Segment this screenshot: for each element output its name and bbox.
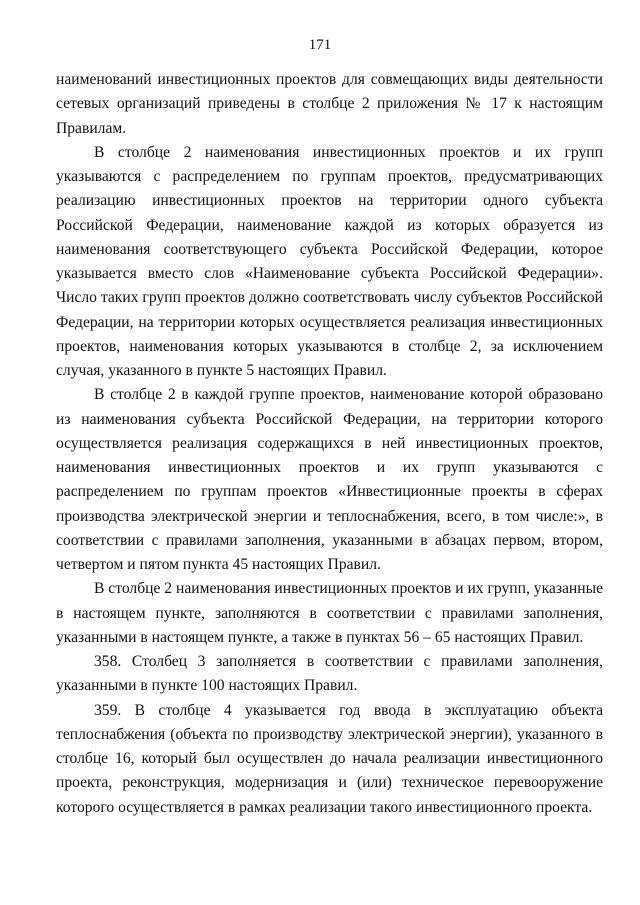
paragraph-column-2-subject-groups: В столбце 2 в каждой группе проектов, наименование которой образовано из наименования субъекта Российской Федерации, на территории которого осуществляется реализация содержащихся в ней инвестиционных проектов, наименования инвестиционных проектов и их групп указываются с распределением по группам проектов «Инвестиционные проекты в сферах производства электрической энергии и теплоснабжения, всего, в том числе:», в соответствии с правилами заполнения, указанными в абзацах первом, втором, четвертом и пятом пункта 45 настоящих Правил.	[56, 386, 603, 573]
paragraph-continuation: наименований инвестиционных проектов для совмещающих виды деятельности сетевых организаций приведены в столбце 2 приложения № 17 к настоящим Правилам.	[56, 71, 603, 137]
paragraph-column-2-groups: В столбце 2 наименования инвестиционных проектов и их групп указываются с распределением по группам проектов, предусматривающих реализацию инвестиционных проектов на территории одного субъекта Российской Федерации, наименование каждой из которых образуется из наименования соответствующего субъекта Российской Федерации, которое указывается вместо слов «Наименование субъекта Российской Федерации». Число таких групп проектов должно соответствовать числу субъектов Российской Федерации, на территории которых осуществляется реализация инвестиционных проектов, наименования которых указываются в столбце 2, за исключением случая, указанного в пункте 5 настоящих Правил.	[56, 143, 603, 379]
paragraph-column-2-filling-rules: В столбце 2 наименования инвестиционных проектов и их групп, указанные в настоящем пункте, заполняются в соответствии с правилами заполнения, указанными в настоящем пункте, а также в пунктах 56 – 65 настоящих Правил.	[56, 580, 603, 646]
paragraph-358: 358. Столбец 3 заполняется в соответствии с правилами заполнения, указанными в пункте 100 настоящих Правил.	[56, 653, 603, 695]
page-number: 171	[308, 37, 332, 53]
paragraph-359: 359. В столбце 4 указывается год ввода в эксплуатацию объекта теплоснабжения (объекта по производству электрической энергии), указанного в столбце 16, который был осуществлен до начала реализации инвестиционного проекта, реконструкция, модернизация и (или) техническое перевооружение которого осуществляется в рамках реализации такого инвестиционного проекта.	[56, 701, 603, 816]
document-body	[56, 68, 603, 820]
